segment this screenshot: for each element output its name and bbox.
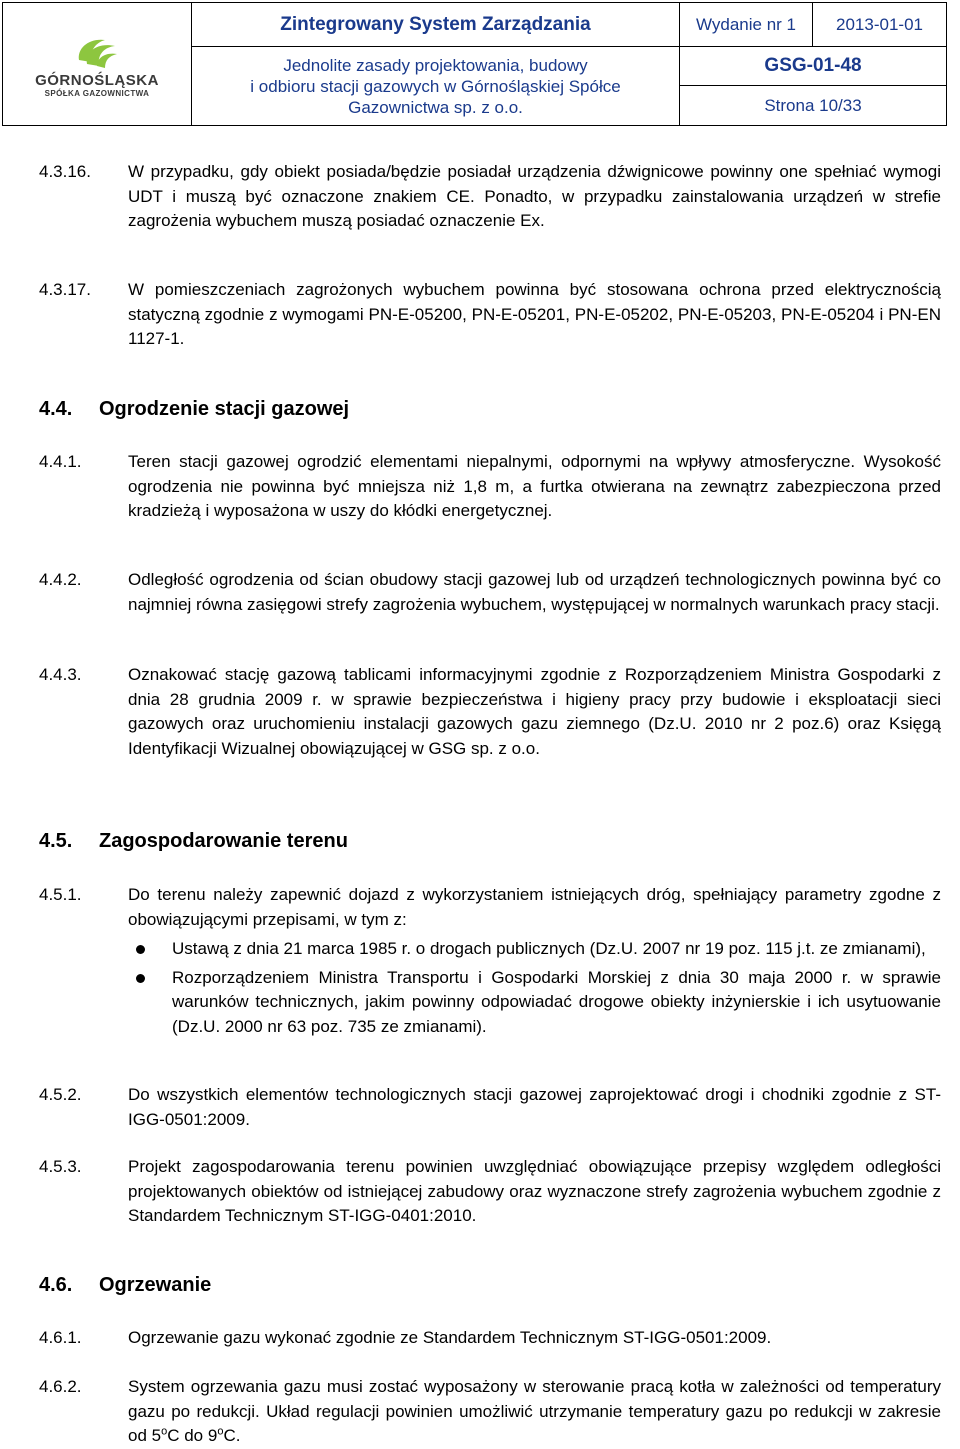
paragraph-4-6-2 <box>39 1375 941 1449</box>
section-heading-4-6 <box>39 1274 211 1297</box>
paragraph-4-3-16 <box>39 160 941 234</box>
paragraph-4-6-1 <box>39 1326 941 1351</box>
document-title-line-3: Gazownictwa sp. z o.o. <box>348 97 523 117</box>
bullet-list-container <box>128 937 941 1039</box>
section-number: 4.4. <box>39 398 73 420</box>
degree-superscript: o <box>217 1425 224 1438</box>
date: 2013-01-01 <box>813 3 947 47</box>
paragraph-number: 4.5.1. <box>39 885 82 904</box>
paragraph-text: W pomieszczeniach zagrożonych wybuchem powinna być stosowana ochrona przed elektrycznością statyczną zgodnie z wymogami PN-E-05200, PN-E-05201, PN-E-05202, PN-E-05203, PN-E-05204 i PN-EN 1127-1. <box>128 280 941 348</box>
section-title: Ogrzewanie <box>99 1274 212 1296</box>
paragraph-number: 4.3.17. <box>39 280 91 299</box>
document-title <box>192 47 680 126</box>
logo-name: GÓRNOŚLĄSKA <box>35 72 159 89</box>
bullet-list <box>128 937 941 1039</box>
degree-superscript: o <box>161 1425 168 1438</box>
paragraph-4-4-2 <box>39 568 941 617</box>
paragraph-text: Odległość ogrodzenia od ścian obudowy stacji gazowej lub od urządzeń technologicznych powinna być co najmniej równa zasięgowi strefy zagrożenia wybuchem, występującej w normalnych warunkach pracy stacji. <box>128 570 941 614</box>
text-part: C do 9 <box>167 1426 218 1445</box>
section-heading-4-5 <box>39 830 348 853</box>
bullet-item: Ustawą z dnia 21 marca 1985 r. o drogach publicznych (Dz.U. 2007 nr 19 poz. 115 j.t. ze zmianami), <box>128 937 941 962</box>
section-number: 4.6. <box>39 1274 73 1296</box>
text-part: C. <box>223 1426 241 1445</box>
paragraph-text <box>128 1375 941 1449</box>
paragraph-4-4-3 <box>39 663 941 761</box>
paragraph-4-5-1 <box>39 883 941 1039</box>
paragraph-number: 4.4.1. <box>39 452 82 471</box>
logo-cell <box>3 3 192 126</box>
paragraph-4-4-1 <box>39 450 941 524</box>
paragraph-number: 4.4.2. <box>39 570 82 589</box>
document-title-line-2: i odbioru stacji gazowych w Górnośląskiej Spółce <box>250 76 621 96</box>
paragraph-number: 4.6.1. <box>39 1328 82 1347</box>
paragraph-text: Ogrzewanie gazu wykonać zgodnie ze Standardem Technicznym ST-IGG-0501:2009. <box>128 1328 772 1347</box>
paragraph-text: Teren stacji gazowej ogrodzić elementami niepalnymi, odpornymi na wpływy atmosferyczne. Wysokość ogrodzenia nie powinna być mniejsza niż 1,8 m, a furtka otwierana na zewnątrz zabezpieczona przed kradzieżą i wyposażona w uszy do kłódki energetycznej. <box>128 452 941 520</box>
document-header <box>2 2 947 126</box>
company-logo-icon <box>71 30 123 70</box>
page-number: Strona 10/33 <box>680 86 947 126</box>
edition: Wydanie nr 1 <box>680 3 813 47</box>
system-title: Zintegrowany System Zarządzania <box>192 3 680 47</box>
paragraph-number: 4.5.3. <box>39 1157 82 1176</box>
paragraph-text: Oznakować stację gazową tablicami informacyjnymi zgodnie z Rozporządzeniem Ministra Gospodarki z dnia 28 grudnia 2009 r. w sprawie bezpieczeństwa i higieny pracy przy budowie i eksploatacji sieci gazowych oraz uruchomieniu instalacji gazowych gazu ziemnego (Dz.U. 2010 nr 2 poz.6) oraz Księgą Identyfikacji Wizualnej obowiązującej w GSG sp. z o.o. <box>128 665 941 758</box>
document-title-line-1: Jednolite zasady projektowania, budowy <box>283 55 588 75</box>
text-part: System ogrzewania gazu musi zostać wyposażony w sterowanie pracą kotła w zależności od temperatury gazu po redukcji. Układ regulacji powinien umożliwić utrzymanie temperatury gazu po redukcji w zakresie od 5 <box>128 1377 941 1445</box>
paragraph-4-3-17 <box>39 278 941 352</box>
paragraph-text: W przypadku, gdy obiekt posiada/będzie posiadał urządzenia dźwignicowe powinny one spełniać wymogi UDT i muszą być oznaczone znakiem CE. Ponadto, w przypadku zainstalowania urządzeń w strefie zagrożenia wybuchem muszą posiadać oznaczenie Ex. <box>128 162 941 230</box>
paragraph-number: 4.3.16. <box>39 162 91 181</box>
paragraph-number: 4.6.2. <box>39 1377 82 1396</box>
paragraph-number: 4.5.2. <box>39 1085 82 1104</box>
logo-subtitle: SPÓŁKA GAZOWNICTWA <box>44 89 150 98</box>
section-title: Zagospodarowanie terenu <box>99 830 348 852</box>
section-heading-4-4 <box>39 398 349 421</box>
section-title: Ogrodzenie stacji gazowej <box>99 398 350 420</box>
paragraph-text: Do terenu należy zapewnić dojazd z wykorzystaniem istniejących dróg, spełniający parametry zgodne z obowiązującymi przepisami, w tym z: <box>128 885 941 929</box>
paragraph-number: 4.4.3. <box>39 665 82 684</box>
paragraph-text: Do wszystkich elementów technologicznych stacji gazowej zaprojektować drogi i chodniki zgodnie z ST-IGG-0501:2009. <box>128 1085 941 1129</box>
document-code: GSG-01-48 <box>680 47 947 86</box>
paragraph-4-5-2 <box>39 1083 941 1132</box>
paragraph-4-5-3 <box>39 1155 941 1229</box>
section-number: 4.5. <box>39 830 73 852</box>
paragraph-text: Projekt zagospodarowania terenu powinien uwzględniać obowiązujące przepisy względem odległości projektowanych obiektów od istniejącej zabudowy oraz wyznaczone strefy zagrożenia wybuchem zgodnie z Standardem Technicznym ST-IGG-0401:2010. <box>128 1157 941 1225</box>
bullet-item: Rozporządzeniem Ministra Transportu i Gospodarki Morskiej z dnia 30 maja 2000 r. w sprawie warunków technicznych, jakim powinny odpowiadać drogowe obiekty inżynierskie i ich usytuowanie (Dz.U. 2000 nr 63 poz. 735 ze zmianami). <box>128 966 941 1040</box>
